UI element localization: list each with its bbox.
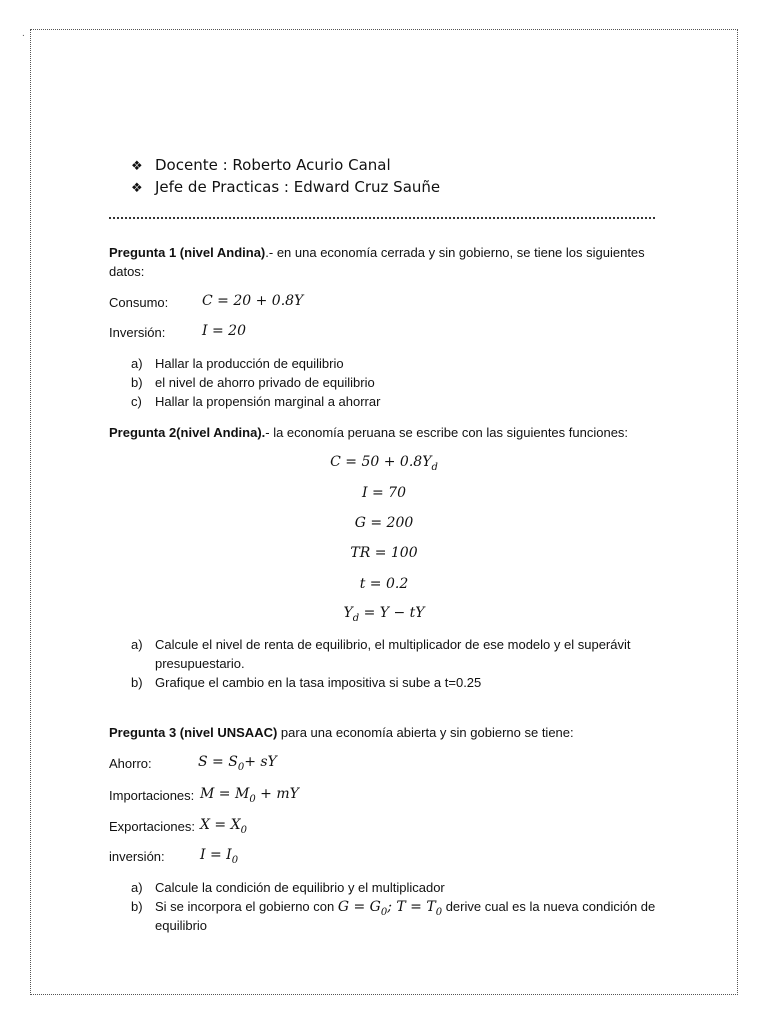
- q3-inv-equation: $I = I_0$: [200, 847, 239, 866]
- staff-jefe: ❖ Jefe de Practicas : Edward Cruz Sauñe: [131, 176, 440, 198]
- q2-eq-tasa: t = 0.2: [359, 576, 409, 592]
- diamond-bullet-icon: ❖: [131, 181, 143, 196]
- corner-mark: .: [22, 28, 25, 39]
- q2-eq-gasto: G = 200: [354, 515, 414, 531]
- q3-intro-line: Pregunta 3 (nivel UNSAAC) para una economía abierta y sin gobierno se tiene:: [109, 725, 574, 740]
- q1-item-c: c) Hallar la propensión marginal a ahorrar: [131, 394, 381, 409]
- q3-export-label: Exportaciones:: [109, 819, 195, 834]
- q2-item-a-cont: presupuestario.: [155, 656, 245, 671]
- q2-eq-transferencias: TR = 100: [350, 545, 418, 561]
- q3-export-equation: $X = X_0$: [200, 817, 247, 836]
- q2-item-b: b) Grafique el cambio en la tasa impositiva si sube a t=0.25: [131, 675, 482, 690]
- diamond-bullet-icon: ❖: [131, 159, 143, 174]
- q1-item-a: a) Hallar la producción de equilibrio: [131, 356, 344, 371]
- q2-intro-line: Pregunta 2(nivel Andina).- la economía peruana se escribe con las siguientes funciones:: [109, 425, 629, 440]
- q2-eq-consumo: $C = 50 + 0.8Y_d$: [330, 454, 438, 473]
- q3-inv-label: inversión:: [109, 849, 165, 864]
- q2-eq-renta-disponible: $Y_d = Y$ − tY: [343, 605, 425, 624]
- q2-eq-inversion: I = 70: [362, 485, 406, 501]
- q3-ahorro-label: Ahorro:: [109, 756, 152, 771]
- q3-import-label: Importaciones:: [109, 788, 195, 803]
- q1-title: Pregunta 1 (nivel Andina): [109, 245, 266, 260]
- q1-consumo-label: Consumo:: [109, 295, 169, 310]
- q3-item-b: b) Si se incorpora el gobierno con $G = G_0$; $T = T_0$ derive cual es la nueva condición de: [131, 899, 656, 918]
- q1-intro-line: Pregunta 1 (nivel Andina).- en una economía cerrada y sin gobierno, se tiene los siguientes: [109, 245, 645, 260]
- q1-intro-line-2: datos:: [109, 264, 145, 279]
- q3-item-b-math: $G = G_0$; $T = T_0$: [337, 899, 443, 918]
- q1-item-b: b) el nivel de ahorro privado de equilibrio: [131, 375, 375, 390]
- q3-item-a: a) Calcule la condición de equilibrio y el multiplicador: [131, 880, 445, 895]
- q3-item-b-cont: equilibrio: [155, 918, 208, 933]
- staff-list: [131, 154, 440, 198]
- q2-title: Pregunta 2(nivel Andina).: [109, 425, 266, 440]
- q2-item-a: a) Calcule el nivel de renta de equilibrio, el multiplicador de ese modelo y el superávit: [131, 637, 631, 652]
- q1-inversion-label: Inversión:: [109, 325, 166, 340]
- q1-consumo-equation: C = 20 + 0.8Y: [202, 293, 304, 309]
- q1-inversion-equation: I = 20: [202, 323, 246, 339]
- q3-import-equation: $M = M_0$ + mY: [200, 786, 299, 805]
- dotted-separator: [109, 217, 655, 220]
- q3-ahorro-equation: $S = S_0+$ sY: [198, 754, 277, 773]
- staff-docente: ❖ Docente : Roberto Acurio Canal: [131, 154, 440, 176]
- q3-title: Pregunta 3 (nivel UNSAAC): [109, 725, 278, 740]
